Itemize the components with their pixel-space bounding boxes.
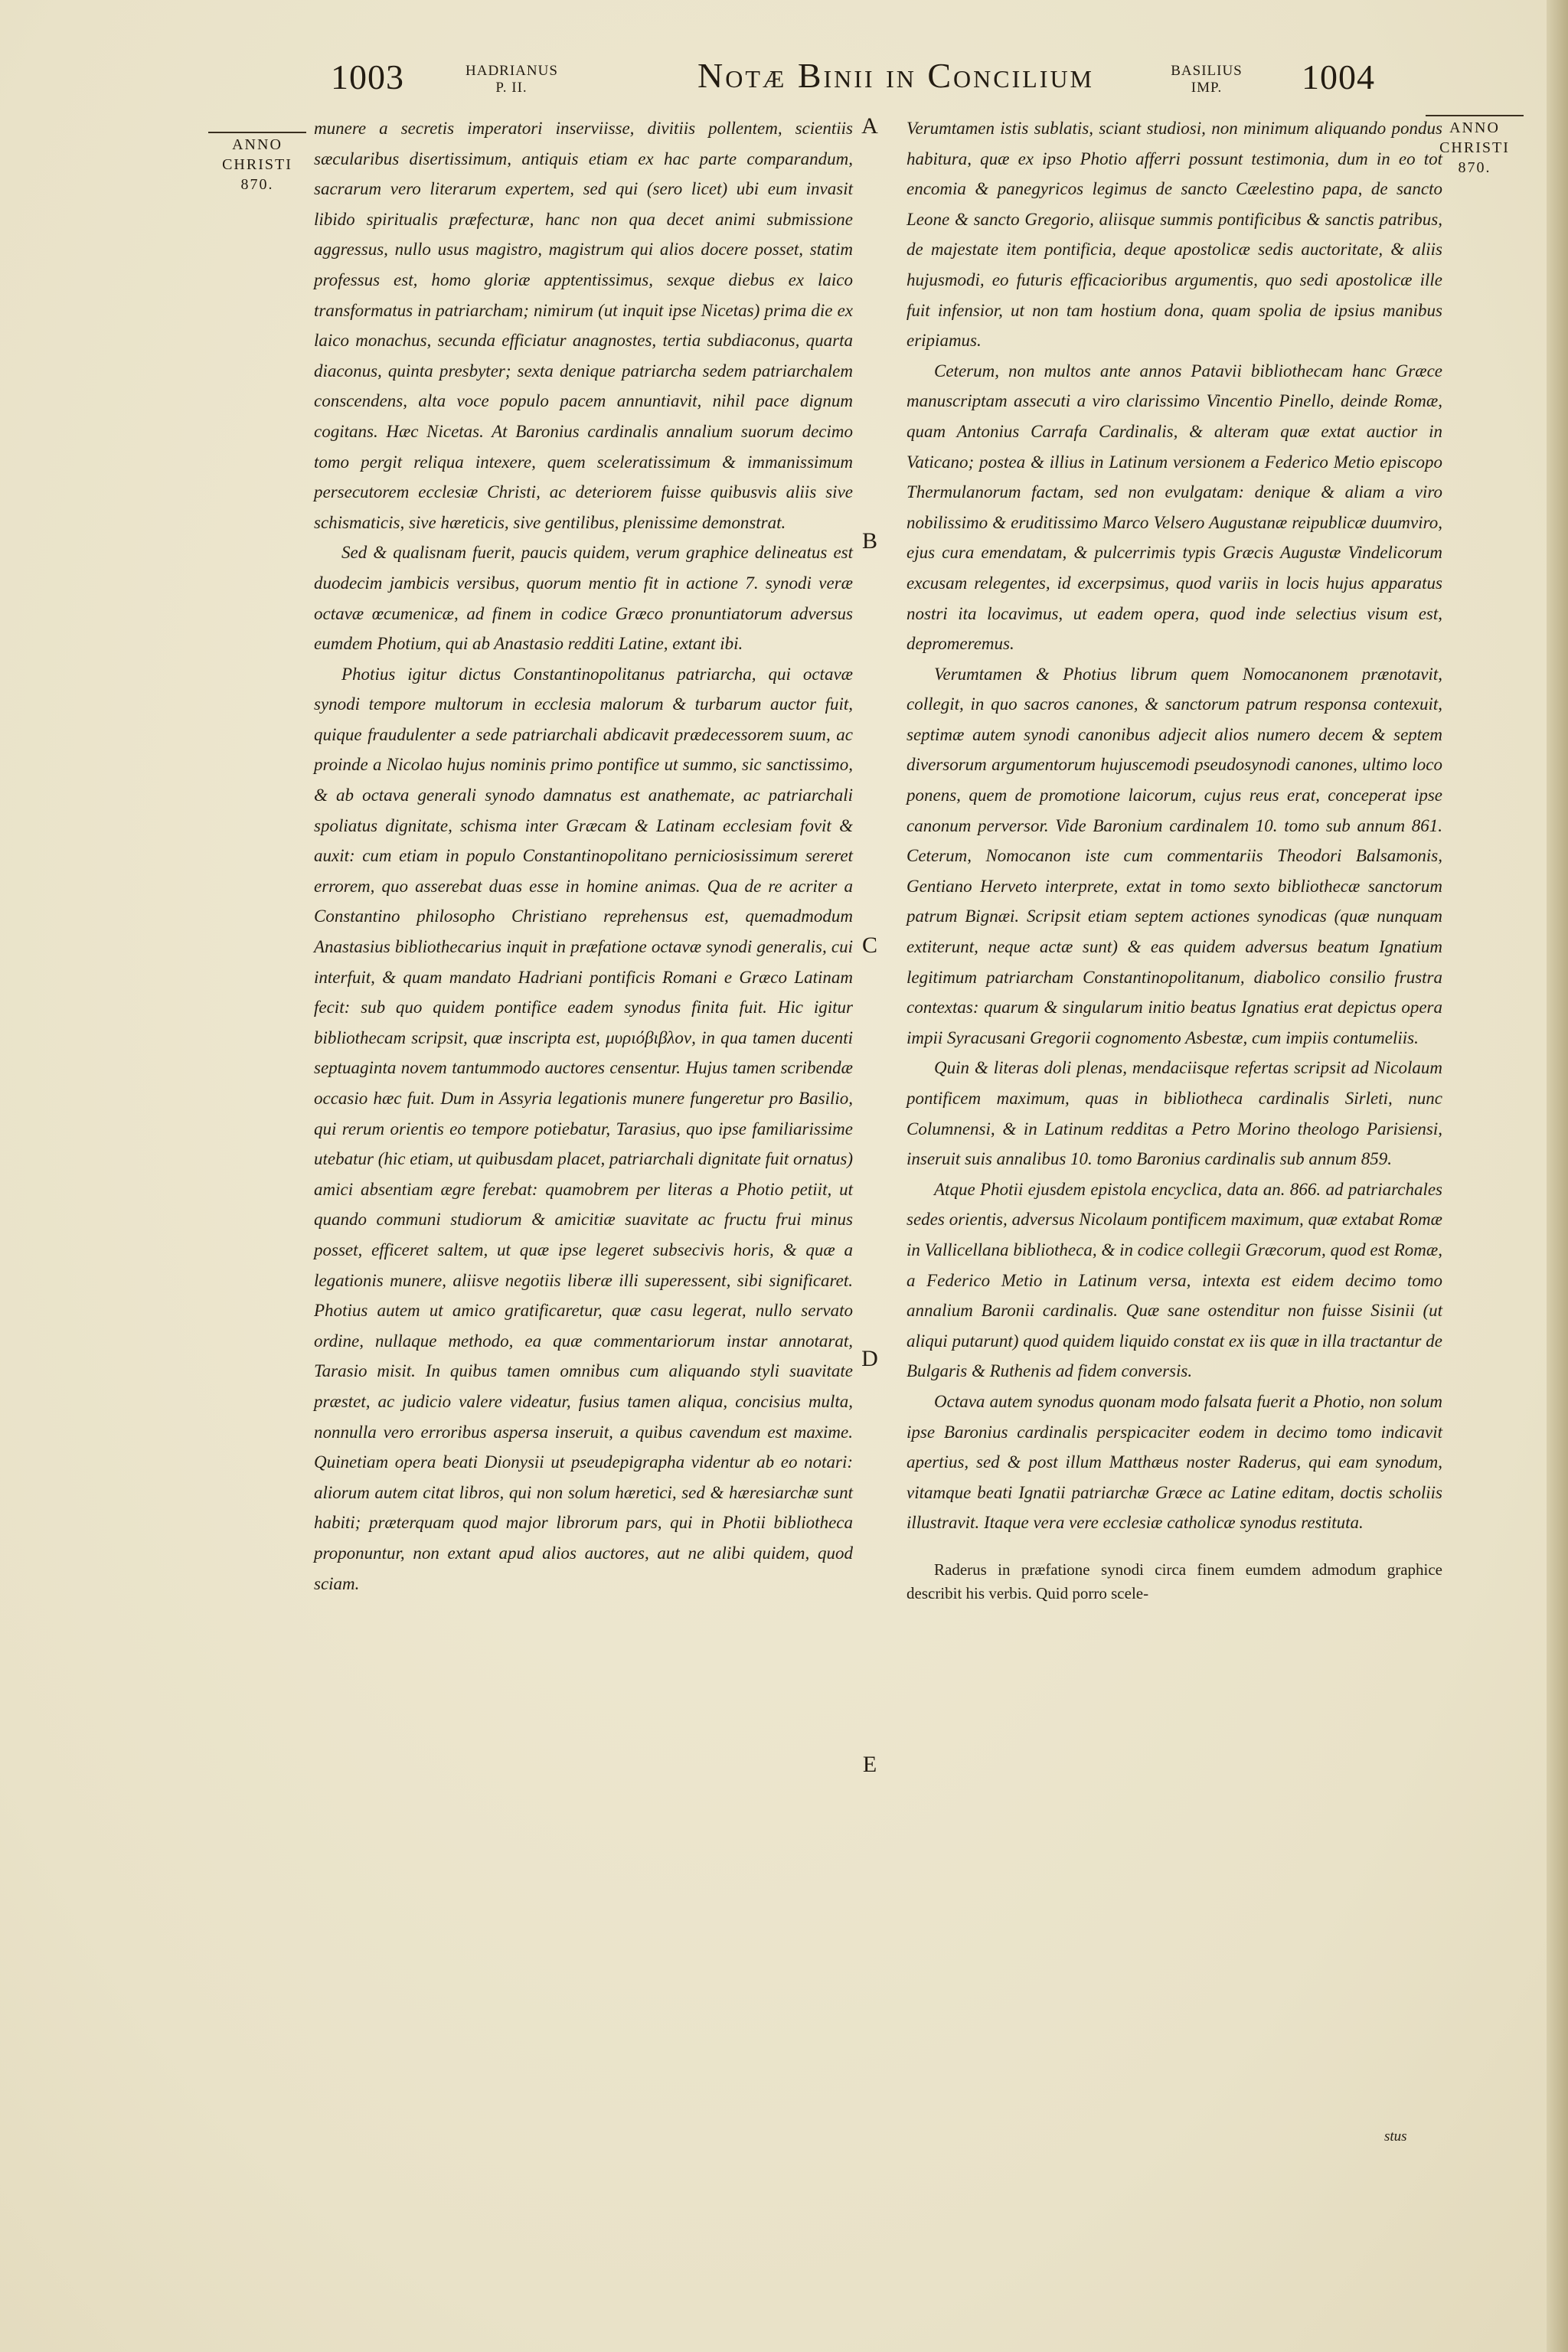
- page-number-left: 1003: [331, 57, 404, 96]
- header-note-left: HADRIANUS P. II.: [466, 63, 558, 96]
- paragraph: Photius igitur dictus Constantinopolitanus patriarcha, qui octavæ synodi tempore multorum in ecclesia malorum & turbarum auctor fuit, quique fraudulenter a sede patriarchali abdicavit prædecessorem suum, ac proinde a Nicolao hujus nominis primo pontifice ut summo, sic sanctissimo, & ab octava generali synodo damnatus est anathemate, ac patriarchali spoliatus dignitate, schisma inter Græcam & Latinam ecclesiam fovit & auxit: cum etiam in populo Constantinopolitano perniciosissimum sereret errorem, quo asserebat duas esse in homine animas. Qua de re acriter a Constantino philosopho Christiano reprehensus est, quemadmodum Anastasius bibliothecarius inquit in præfatione octavæ synodi generalis, cui interfuit, & quam mandato Hadriani pontificis Romani e Græco Latinam fecit: sub quo quidem pontifice eadem synodus finita fuit. Hic igitur bibliothecam scripsit, quæ inscripta est, μυριόβιβλον, in qua tamen ducenti septuaginta novem tantummodo auctores censentur. Hujus tamen scribendæ occasio hæc fuit. Dum in Assyria legationis munere fungeretur pro Basilio, qui rerum orientis eo tempore potiebatur, Tarasius, quo ipse familiarissime utebatur (hic etiam, ut quibusdam placet, patriarchali dignitate fuit ornatus) amici absentiam ægre ferebat: quamobrem per literas a Photio petiit, ut quando communi studiorum & amicitiæ suavitate ac fructu frui minus posset, efficeret saltem, ut quæ ipse legeret subsecivis horis, & quæ a legationis munere, aliisve negotiis liberæ illi superessent, sibi significaret. Photius autem ut amico gratificaretur, quæ casu legerat, nullo servato ordine, nullaque methodo, ea quæ commentariorum instar annotarat, Tarasio misit. In quibus tamen omnibus cum aliquando styli suavitate præstet, ac judicio valere videatur, fusius tamen aliqua, concisius multa, nonnulla vero erroribus aspersa inseruit, a quibus cavendum est maxime. Quinetiam opera beati Dionysii ut pseudepigrapha videntur ab eo notari: aliorum autem citat libros, qui non solum hæretici, sed & hæresiarchæ sunt habiti; præterquam quod major librorum pars, qui in Photii bibliotheca proponuntur, non extant apud alios auctores, aut ne alibi quidem, quod sciam.: [314, 664, 853, 1593]
- year-sidenote-right: ANNO CHRISTI 870.: [1426, 115, 1524, 178]
- running-title: Notæ Binii in Concilium: [697, 56, 1095, 95]
- left-text-column: [314, 113, 853, 1599]
- margin-letter-e: E: [862, 1752, 877, 1777]
- closing-paragraph: Raderus in præfatione synodi circa finem eumdem admodum graphice describit his verbis. Quid porro scele-: [906, 1560, 1442, 1602]
- paragraph: Sed & qualisnam fuerit, paucis quidem, verum graphice delineatus est duodecim jambicis versibus, quorum mentio fit in actione 7. synodi veræ octavæ œcumenicæ, ad finem in codice Græco pronuntiatorum adversus eumdem Photium, qui ab Anastasio redditi Latine, extant ibi.: [314, 543, 853, 654]
- book-binding: [1547, 0, 1568, 2352]
- year-sidenote-left: ANNO CHRISTI 870.: [208, 132, 306, 194]
- paragraph: Atque Photii ejusdem epistola encyclica, data an. 866. ad patriarchales sedes orientis, adversus Nicolaum pontificem maximum, quæ extabat Romæ in Vallicellana bibliotheca, & in codice collegii Græcorum, quod est Romæ, a Federico Metio in Latinum versa, intexta est eidem decimo tomo annalium Baronii cardinalis. Quæ sane ostenditur non fuisse Sisinii (ut aliqui putarunt) quod quidem liquido constat ex iis quæ in illa tractantur de Bulgaris & Ruthenis ad fidem conversis.: [906, 1179, 1442, 1381]
- paragraph: munere a secretis imperatori inserviisse, divitiis pollentem, scientiis sæcularibus disertissimum, antiquis etiam ex hac parte comparandum, sacrarum vero literarum expertem, sed qui (sero licet) ubi eum invasit libido spiritualis præfecturæ, hanc non qua decet animi submissione aggressus, nullo usus magistro, magistrum qui alios docere posset, statim professus est, homo gloriæ apptentissimus, sexque diebus ex laico transformatus in patriarcham; nimirum (ut inquit ipse Nicetas) prima die ex laico monachus, secunda efficiatur anagnostes, tertia subdiaconus, quarta diaconus, quinta presbyter; sexta denique patriarcha sedem patriarchalem conscendens, alta voce populo pacem annuntiavit, nihil pace dignum cogitans. Hæc Nicetas. At Baronius cardinalis annalium suorum decimo tomo pergit reliqua intexere, quem sceleratissimum & immanissimum persecutorem ecclesiæ Christi, ac deteriorem fuisse quibusvis aliis sive schismaticis, sive hæreticis, sive gentilibus, plenissime demonstrat.: [314, 119, 853, 532]
- paragraph: Verumtamen istis sublatis, sciant studiosi, non minimum aliquando pondus habitura, quæ ex ipso Photio afferri possunt testimonia, dum in eo tot encomia & panegyricos legimus de sancto Cæelestino papa, de sancto Leone & sancto Gregorio, aliisque summis pontificibus & sanctis patribus, de majestate item pontificia, deque apostolicæ sedis auctoritate, & aliis hujusmodi, eo futuris efficacioribus argumentis, quo sedi apostolicæ ille fuit infensior, ut non tam hostium dona, quam spolia de ipsius manibus eripiamus.: [906, 119, 1442, 351]
- catchword: stus: [1384, 2128, 1407, 2145]
- page-number-right: 1004: [1302, 57, 1375, 96]
- paragraph: Ceterum, non multos ante annos Patavii bibliothecam hanc Græce manuscriptam assecuti a viro clarissimo Vincentio Pinello, deinde Romæ, quam Antonius Carrafa Cardinalis, & alteram quæ extat auctior in Vaticano; postea & illius in Latinum versionem a Federico Metio episcopo Thermulanorum factam, sed non evulgatam: denique & aliam a viro nobilissimo & eruditissimo Marco Velsero Augustanæ reipublicæ duumviro, ejus cura emendatam, & pulcerrimis typis Græcis Augustæ Vindelicorum excusam relegentes, id excerpsimus, quod variis in locis hujus apparatus nostri ita locavimus, ut eadem opera, quod inde selectius visum est, depromeremus.: [906, 361, 1442, 654]
- paragraph: Octava autem synodus quonam modo falsata fuerit a Photio, non solum ipse Baronius cardinalis perspicaciter eodem in decimo tomo indicavit apertius, sed & post illum Matthæus noster Raderus, qui eam synodum, vitamque beati Ignatii patriarchæ Græce ac Latine editam, doctis scholiis illustravit. Itaque vera vere ecclesiæ catholicæ synodus restituta.: [906, 1391, 1442, 1533]
- running-header: [0, 54, 1568, 107]
- header-note-right: BASILIUS IMP.: [1171, 63, 1243, 96]
- margin-letter-a: A: [861, 113, 878, 139]
- margin-letter-c: C: [861, 933, 877, 958]
- margin-letter-d: D: [861, 1346, 878, 1371]
- right-text-column: [906, 113, 1442, 1606]
- paragraph: Quin & literas doli plenas, mendaciisque refertas scripsit ad Nicolaum pontificem maximum, quas in bibliotheca cardinalis Sirleti, nunc Columnensi, & in Latinum redditas a Petro Morino theologo Parisiensi, inseruit suis annalibus 10. tomo Baronius cardinalis sub annum 859.: [906, 1058, 1442, 1169]
- margin-letter-b: B: [861, 528, 877, 554]
- paragraph: Verumtamen & Photius librum quem Nomocanonem prænotavit, collegit, in quo sacros canones, & sanctorum patrum responsa contexuit, septimæ autem synodi canonibus adjecit alios numero decem & septem diversorum argumentorum hujuscemodi pseudosynodi canones, ultimo loco ponens, quem de promotione laicorum, cujus reus erat, conceperat ipse canonum perversor. Vide Baronium cardinalem 10. tomo sub annum 861. Ceterum, Nomocanon iste cum commentariis Theodori Balsamonis, Gentiano Herveto interprete, extat in tomo sexto bibliothecæ sanctorum patrum Bignæi. Scripsit etiam septem actiones synodicas (quæ nunquam extiterunt, neque actæ sunt) & eas quidem adversus beatum Ignatium legitimum patriarcham Constantinopolitanum, diabolico consilio frustra contextas: quarum & singularum initio beatus Ignatius erat depictus opera impii Syracusani Gregorii cognomento Asbestæ, cum impiis contumeliis.: [906, 664, 1442, 1047]
